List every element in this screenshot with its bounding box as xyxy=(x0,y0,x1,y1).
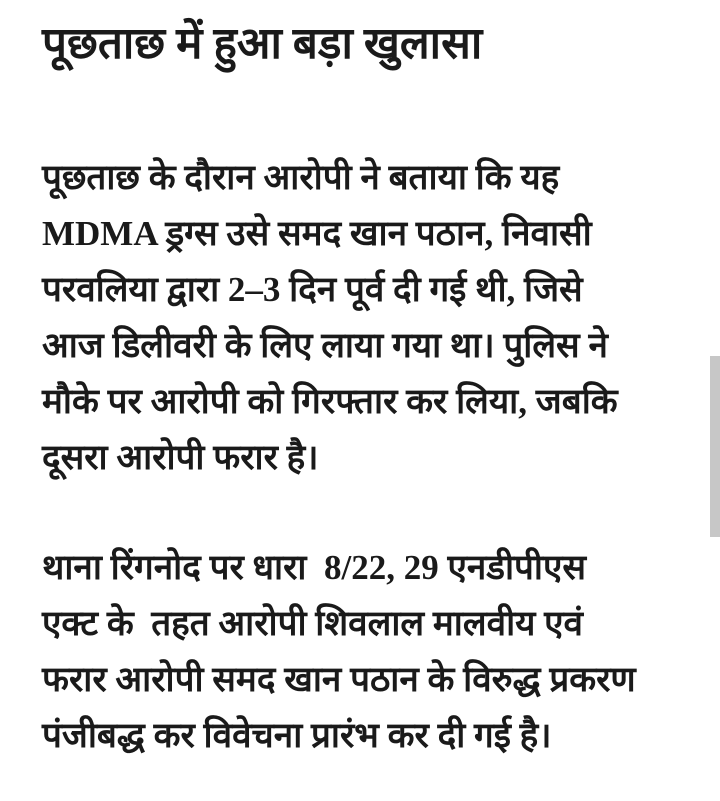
paragraph-line: MDMA ड्रग्स उसे समद खान पठान, निवासी xyxy=(42,214,592,253)
headline: पूछताछ में हुआ बड़ा खुलासा xyxy=(42,19,483,68)
paragraph-line: परवलिया द्वारा 2–3 दिन पूर्व दी गई थी, जिसे xyxy=(42,270,583,309)
paragraph-line: एक्ट के तहत आरोपी शिवलाल मालवीय एवं xyxy=(42,604,583,643)
paragraph-case-registered xyxy=(42,540,672,764)
paragraph-line: मौके पर आरोपी को गिरफ्तार कर लिया, जबकि xyxy=(42,382,618,421)
paragraph-line: थाना रिंगनोद पर धारा 8/22, 29 एनडीपीएस xyxy=(42,548,586,587)
paragraph-line: पंजीबद्ध कर विवेचना प्रारंभ कर दी गई है। xyxy=(42,716,552,755)
paragraph-line: फरार आरोपी समद खान पठान के विरुद्ध प्रकरण xyxy=(42,660,636,699)
paragraph-line: पूछताछ के दौरान आरोपी ने बताया कि यह xyxy=(42,158,560,197)
paragraph-line: आज डिलीवरी के लिए लाया गया था। पुलिस ने xyxy=(42,326,608,365)
scrollbar-track[interactable] xyxy=(710,0,720,801)
scrollbar-thumb[interactable] xyxy=(710,356,720,537)
paragraph-line: दूसरा आरोपी फरार है। xyxy=(42,438,319,477)
paragraph-interrogation xyxy=(42,150,672,486)
